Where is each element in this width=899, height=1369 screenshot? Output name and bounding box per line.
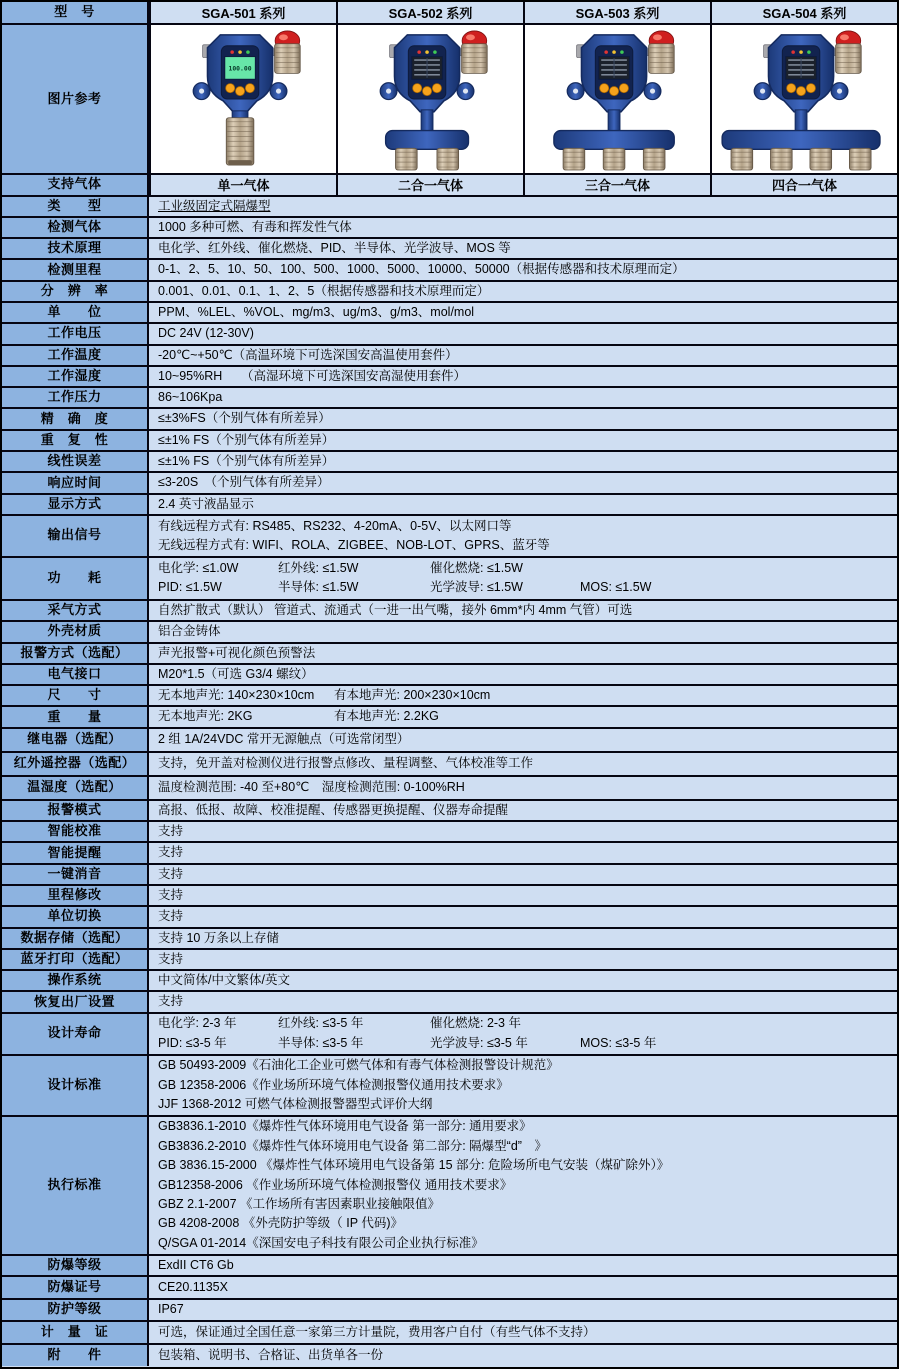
row-value-line: 支持	[158, 866, 184, 881]
row-value-line	[158, 1034, 893, 1053]
row-value	[149, 409, 897, 428]
photo-cell	[523, 25, 710, 173]
row-value	[149, 822, 897, 841]
row-label: 工作湿度	[2, 367, 149, 386]
row-label: 响应时间	[2, 473, 149, 492]
row-value-segment: 电化学: 2-3 年	[158, 1016, 237, 1031]
row-label: 重 复 性	[2, 431, 149, 450]
row-value	[149, 729, 897, 751]
row-value	[149, 431, 897, 450]
row-value-line: 2 组 1A/24VDC 常开无源触点（可选常闭型）	[158, 732, 410, 747]
spec-row	[2, 927, 897, 948]
spec-row	[2, 884, 897, 905]
row-value-line: 支持	[158, 845, 184, 860]
row-label: 检测里程	[2, 260, 149, 279]
row-value	[149, 865, 897, 884]
row-value	[149, 303, 897, 322]
row-label: 型 号	[2, 2, 149, 23]
spec-row	[2, 620, 897, 641]
row-label: 输出信号	[2, 516, 149, 556]
row-value	[149, 686, 897, 705]
row-value-line: 支持，免开盖对检测仪进行报警点修改、量程调整、气体校准等工作	[158, 756, 534, 771]
row-value-line: 包装箱、说明书、合格证、出货单各一份	[158, 1347, 384, 1362]
row-value-line: ≤±1% FS（个别气体有所差异）	[158, 454, 335, 469]
row-value-line	[158, 686, 893, 705]
spec-row	[2, 280, 897, 301]
spec-row	[2, 386, 897, 407]
spec-row	[2, 344, 897, 365]
row-label: 重 量	[2, 707, 149, 726]
row-value	[149, 1014, 897, 1054]
row-label: 智能校准	[2, 822, 149, 841]
row-value-line: GB3836.1-2010《爆炸性气体环境用电气设备 第一部分: 通用要求》	[158, 1119, 532, 1134]
row-value-line: ≤3-20S （个别气体有所差异）	[158, 475, 330, 490]
row-value-segment: 半导体: ≤1.5W	[278, 580, 359, 595]
row-value-line: 电化学、红外线、催化燃烧、PID、半导体、光学波导、MOS 等	[158, 241, 511, 256]
spec-row	[2, 301, 897, 322]
model-header: SGA-503 系列	[523, 2, 710, 23]
gas-cell: 四合一气体	[710, 175, 897, 195]
spec-row	[2, 1054, 897, 1115]
row-value-line: CE20.1135X	[158, 1279, 228, 1294]
row-value-segment: 红外线: ≤1.5W	[278, 561, 359, 576]
row-label: 单 位	[2, 303, 149, 322]
row-value-line: 中文简体/中文繁体/英文	[158, 973, 290, 988]
row-value-segment: PID: ≤3-5 年	[158, 1035, 227, 1050]
row-value-line: GB 50493-2009《石油化工企业可燃气体和有毒气体检测报警设计规范》	[158, 1058, 559, 1073]
row-value-segment: 光学波导: ≤1.5W	[430, 580, 523, 595]
header-row	[2, 2, 897, 23]
row-label: 执行标准	[2, 1117, 149, 1254]
row-value-line: DC 24V (12-30V)	[158, 326, 254, 341]
row-value	[149, 324, 897, 343]
row-value-line: 有线远程方式有: RS485、RS232、4-20mA、0-5V、以太网口等	[158, 518, 512, 533]
row-label: 报警方式（选配）	[2, 644, 149, 663]
model-header: SGA-502 系列	[336, 2, 523, 23]
row-value-line: 0-1、2、5、10、50、100、500、1000、5000、10000、50000（根据传感器和技术原理而定）	[158, 262, 685, 277]
row-label: 采气方式	[2, 601, 149, 620]
row-value	[149, 473, 897, 492]
row-value-line: PPM、%LEL、%VOL、mg/m3、ug/m3、g/m3、mol/mol	[158, 304, 475, 319]
row-value-line: GB12358-2006 《作业场所环境气体检测报警仪 通用技术要求》	[158, 1177, 513, 1192]
row-value-segment: 有本地声光: 2.2KG	[334, 709, 439, 724]
row-value-segment: 半导体: ≤3-5 年	[278, 1035, 364, 1050]
photo-row	[2, 23, 897, 173]
row-value-line: JJF 1368-2012 可燃气体检测报警器型式评价大纲	[158, 1096, 433, 1111]
row-value	[149, 516, 897, 556]
row-value	[149, 218, 897, 237]
spec-row	[2, 1012, 897, 1054]
row-value	[149, 1322, 897, 1343]
row-value	[149, 644, 897, 663]
row-value-line: GB3836.2-2010《爆炸性气体环境用电气设备 第二部分: 隔爆型“d” 》	[158, 1138, 547, 1153]
model-header: SGA-501 系列	[149, 2, 336, 23]
spec-row	[2, 195, 897, 216]
row-value-segment: 有本地声光: 200×230×10cm	[334, 688, 491, 703]
row-value-line: GB 12358-2006《作业场所环境气体检测报警仪通用技术要求》	[158, 1077, 509, 1092]
spec-row	[2, 471, 897, 492]
row-label: 恢复出厂设置	[2, 992, 149, 1011]
row-label: 红外遥控器（选配）	[2, 753, 149, 775]
row-value-line	[158, 1014, 893, 1033]
svg-text:100.00: 100.00	[227, 64, 252, 73]
spec-row	[2, 514, 897, 556]
row-value	[149, 1117, 897, 1254]
row-value	[149, 1277, 897, 1298]
gas-cell: 单一气体	[149, 175, 336, 195]
spec-row	[2, 642, 897, 663]
spec-row	[2, 841, 897, 862]
row-value	[149, 197, 897, 216]
row-value	[149, 1056, 897, 1115]
row-value-line: 支持	[158, 994, 184, 1009]
row-value-segment: MOS: ≤3-5 年	[580, 1035, 657, 1050]
spec-row	[2, 493, 897, 514]
row-value-line: 声光报警+可视化颜色预警法	[158, 645, 316, 660]
row-value	[149, 665, 897, 684]
device-image-sga-503	[526, 26, 709, 172]
model-header: SGA-504 系列	[710, 2, 897, 23]
device-image-sga-504	[713, 26, 896, 172]
spec-row	[2, 258, 897, 279]
row-value-line: 支持 10 万条以上存储	[158, 930, 279, 945]
row-label: 功 耗	[2, 558, 149, 599]
row-label: 一键消音	[2, 865, 149, 884]
spec-row	[2, 1275, 897, 1298]
row-value	[149, 558, 897, 599]
row-value-line: IP67	[158, 1302, 184, 1317]
row-value-line: GBZ 2.1-2007 《工作场所有害因素职业接触限值》	[158, 1196, 440, 1211]
row-value-line: ≤±1% FS（个别气体有所差异）	[158, 432, 335, 447]
row-label: 图片参考	[2, 25, 149, 173]
photo-cell	[336, 25, 523, 173]
row-value-line: 支持	[158, 887, 184, 902]
row-value-line: 支持	[158, 909, 184, 924]
row-value	[149, 239, 897, 258]
spec-row	[2, 799, 897, 820]
row-label: 类 型	[2, 197, 149, 216]
row-value	[149, 367, 897, 386]
row-label: 计 量 证	[2, 1322, 149, 1343]
row-label: 蓝牙打印（选配）	[2, 950, 149, 969]
row-value	[149, 777, 897, 799]
spec-row	[2, 1320, 897, 1343]
row-value	[149, 622, 897, 641]
row-value-line	[158, 578, 893, 597]
spec-row	[2, 1115, 897, 1254]
row-value-segment: MOS: ≤1.5W	[580, 580, 652, 595]
spec-row	[2, 407, 897, 428]
spec-row	[2, 556, 897, 599]
row-label: 工作电压	[2, 324, 149, 343]
row-value-line: Q/SGA 01-2014《深国安电子科技有限公司企业执行标准》	[158, 1235, 484, 1250]
row-value-line: GB 3836.15-2000 《爆炸性气体环境用电气设备第 15 部分: 危险场所电气安装（煤矿除外）》	[158, 1158, 670, 1173]
row-value	[149, 753, 897, 775]
row-value	[149, 971, 897, 990]
row-value	[149, 707, 897, 726]
row-value	[149, 1345, 897, 1366]
row-value-line: 工业级固定式隔爆型	[158, 198, 271, 213]
spec-row	[2, 820, 897, 841]
spec-row	[2, 599, 897, 620]
row-value	[149, 495, 897, 514]
row-value-line: 10~95%RH （高湿环境下可选深国安高湿使用套件）	[158, 368, 467, 383]
row-value-line	[158, 707, 893, 726]
row-value	[149, 886, 897, 905]
row-label: 工作压力	[2, 388, 149, 407]
device-image-sga-502	[339, 26, 522, 172]
row-label: 报警模式	[2, 801, 149, 820]
row-label: 分 辨 率	[2, 282, 149, 301]
spec-row	[2, 322, 897, 343]
row-value-line: 自然扩散式（默认） 管道式、流通式（一进一出气嘴，接外 6mm*内 4mm 气管）可选	[158, 602, 633, 617]
row-value-line: 铝合金铸体	[158, 624, 221, 639]
device-image-sga-501	[152, 26, 335, 172]
row-label: 里程修改	[2, 886, 149, 905]
row-value	[149, 801, 897, 820]
row-value-line: 2.4 英寸液晶显示	[158, 496, 254, 511]
spec-row	[2, 365, 897, 386]
row-label: 显示方式	[2, 495, 149, 514]
row-value	[149, 282, 897, 301]
row-label: 线性误差	[2, 452, 149, 471]
row-label: 附 件	[2, 1345, 149, 1366]
row-value-line: M20*1.5（可选 G3/4 螺纹）	[158, 666, 314, 681]
row-value	[149, 346, 897, 365]
row-value-line: 温度检测范围: -40 至+80℃ 湿度检测范围: 0-100%RH	[158, 780, 465, 795]
row-label: 防护等级	[2, 1300, 149, 1321]
row-value-line: 支持	[158, 951, 184, 966]
spec-row	[2, 1298, 897, 1321]
spec-row	[2, 948, 897, 969]
spec-row	[2, 990, 897, 1011]
gases-row	[2, 173, 897, 195]
spec-row	[2, 969, 897, 990]
row-value-segment: 催化燃烧: 2-3 年	[430, 1016, 521, 1031]
spec-row	[2, 216, 897, 237]
row-value-segment: 光学波导: ≤3-5 年	[430, 1035, 528, 1050]
row-label: 设计寿命	[2, 1014, 149, 1054]
row-value	[149, 1300, 897, 1321]
row-value-segment: 催化燃烧: ≤1.5W	[430, 561, 523, 576]
row-value	[149, 929, 897, 948]
row-value	[149, 843, 897, 862]
row-value-line: 可选，保证通过全国任意一家第三方计量院，费用客户自付（有些气体不支持）	[158, 1324, 596, 1339]
row-label: 技术原理	[2, 239, 149, 258]
row-value	[149, 950, 897, 969]
row-value-line: 无线远程方式有: WIFI、ROLA、ZIGBEE、NOB-LOT、GPRS、蓝牙等	[158, 537, 550, 552]
photo-cell	[710, 25, 897, 173]
row-label: 防爆证号	[2, 1277, 149, 1298]
row-value-line: 0.001、0.01、0.1、1、2、5（根据传感器和技术原理而定）	[158, 283, 490, 298]
photo-cell	[149, 25, 336, 173]
row-label: 防爆等级	[2, 1256, 149, 1275]
spec-row	[2, 751, 897, 775]
row-label: 继电器（选配）	[2, 729, 149, 751]
spec-row	[2, 237, 897, 258]
row-label: 设计标准	[2, 1056, 149, 1115]
row-value-line: 高报、低报、故障、校准提醒、传感器更换提醒、仪器寿命提醒	[158, 802, 509, 817]
spec-row	[2, 450, 897, 471]
row-label: 精 确 度	[2, 409, 149, 428]
spec-row	[2, 905, 897, 926]
row-value-line: -20℃~+50℃（高温环境下可选深国安高温使用套件）	[158, 347, 458, 362]
gas-cell: 二合一气体	[336, 175, 523, 195]
row-value	[149, 601, 897, 620]
gas-cell: 三合一气体	[523, 175, 710, 195]
row-value-segment: 电化学: ≤1.0W	[158, 561, 239, 576]
row-value-segment: 红外线: ≤3-5 年	[278, 1016, 364, 1031]
row-value	[149, 1256, 897, 1275]
row-label: 外壳材质	[2, 622, 149, 641]
row-value-segment: 无本地声光: 140×230×10cm	[158, 688, 315, 703]
row-value-line: ExdII CT6 Gb	[158, 1257, 234, 1272]
row-label: 操作系统	[2, 971, 149, 990]
row-label: 电气接口	[2, 665, 149, 684]
row-label: 检测气体	[2, 218, 149, 237]
spec-row	[2, 727, 897, 751]
spec-row	[2, 1343, 897, 1366]
row-value-line: GB 4208-2008 《外壳防护等级（ IP 代码)》	[158, 1216, 403, 1231]
spec-row	[2, 684, 897, 705]
row-value	[149, 260, 897, 279]
row-value	[149, 452, 897, 471]
row-label: 智能提醒	[2, 843, 149, 862]
row-label: 数据存储（选配）	[2, 929, 149, 948]
row-value	[149, 388, 897, 407]
row-label: 单位切换	[2, 907, 149, 926]
row-value-line	[158, 559, 893, 578]
row-label: 温湿度（选配）	[2, 777, 149, 799]
row-value-line: ≤±3%FS（个别气体有所差异）	[158, 411, 331, 426]
row-value	[149, 907, 897, 926]
spec-row	[2, 863, 897, 884]
spec-row	[2, 663, 897, 684]
row-label: 支持气体	[2, 175, 149, 195]
spec-row	[2, 429, 897, 450]
row-value-segment: 无本地声光: 2KG	[158, 709, 253, 724]
row-value-line: 86~106Kpa	[158, 390, 223, 405]
row-value-line: 1000 多种可燃、有毒和挥发性气体	[158, 219, 352, 234]
spec-row	[2, 1254, 897, 1275]
spec-row	[2, 775, 897, 799]
row-value-line: 支持	[158, 824, 184, 839]
row-label: 尺 寸	[2, 686, 149, 705]
spec-row	[2, 705, 897, 726]
row-value	[149, 992, 897, 1011]
row-value-segment: PID: ≤1.5W	[158, 580, 222, 595]
row-label: 工作温度	[2, 346, 149, 365]
